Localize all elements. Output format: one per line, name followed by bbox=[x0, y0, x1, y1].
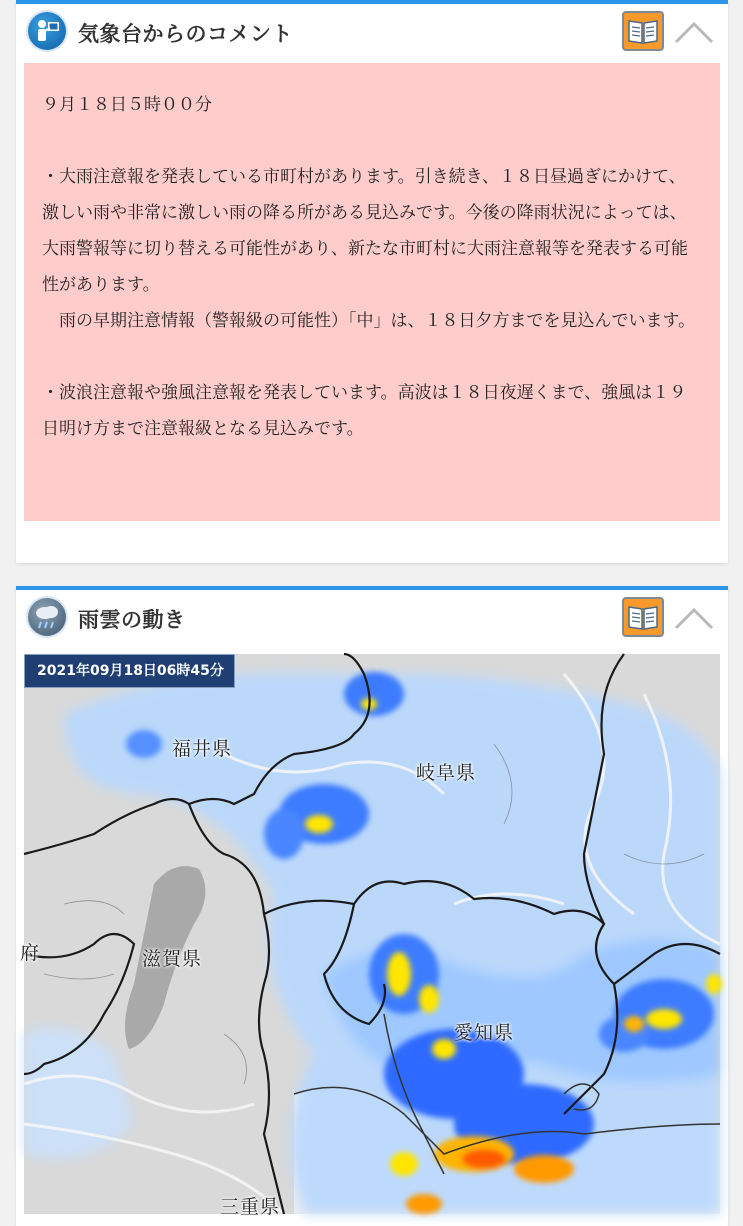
comment-paragraph-3: ・波浪注意報や強風注意報を発表しています。高波は１８日夜遅くまで、強風は１９日明け方まで注意報級となる見込みです。 bbox=[42, 383, 687, 439]
chevron-up-icon bbox=[672, 600, 716, 636]
comment-paragraph-1: ・大雨注意報を発表している市町村があります。引き続き、１８日昼過ぎにかけて、激しい雨や非常に激しい雨の降る所がある見込みです。今後の降雨状況によっては、大雨警報等に切り替える可能性があり、新たな市町村に大雨注意報等を発表する可能性があります。 bbox=[42, 167, 688, 295]
meteorologist-icon bbox=[28, 12, 66, 50]
label-gifu: 岐阜県 bbox=[416, 762, 477, 784]
comment-card-title: 気象台からのコメント bbox=[78, 22, 293, 46]
radar-timestamp: 2021年09月18日06時45分 bbox=[24, 654, 235, 688]
book-icon bbox=[624, 599, 662, 635]
rain-cloud-icon bbox=[28, 598, 66, 636]
collapse-button[interactable] bbox=[672, 14, 716, 50]
radar-map[interactable] bbox=[20, 654, 720, 1218]
radar-map-graphic bbox=[24, 654, 720, 1214]
label-aichi: 愛知県 bbox=[454, 1022, 515, 1044]
comment-date: ９月１８日５時００分 bbox=[42, 95, 212, 115]
comment-paragraph-2: 雨の早期注意情報（警報級の可能性）「中」は、１８日夕方までを見込んでいます。 bbox=[42, 311, 696, 331]
radar-card bbox=[16, 586, 728, 1226]
label-fukui: 福井県 bbox=[172, 738, 233, 760]
comment-card bbox=[16, 0, 728, 563]
comment-body bbox=[24, 63, 720, 521]
label-mie: 三重県 bbox=[220, 1196, 281, 1218]
label-shiga: 滋賀県 bbox=[142, 948, 203, 970]
book-icon bbox=[624, 13, 662, 49]
chevron-up-icon bbox=[672, 14, 716, 50]
radar-card-header bbox=[16, 590, 728, 644]
comment-card-header bbox=[16, 4, 728, 58]
label-edge: 府 bbox=[20, 942, 41, 964]
book-button[interactable] bbox=[622, 597, 664, 637]
book-button[interactable] bbox=[622, 11, 664, 51]
radar-card-title: 雨雲の動き bbox=[78, 608, 186, 632]
collapse-button[interactable] bbox=[672, 600, 716, 636]
